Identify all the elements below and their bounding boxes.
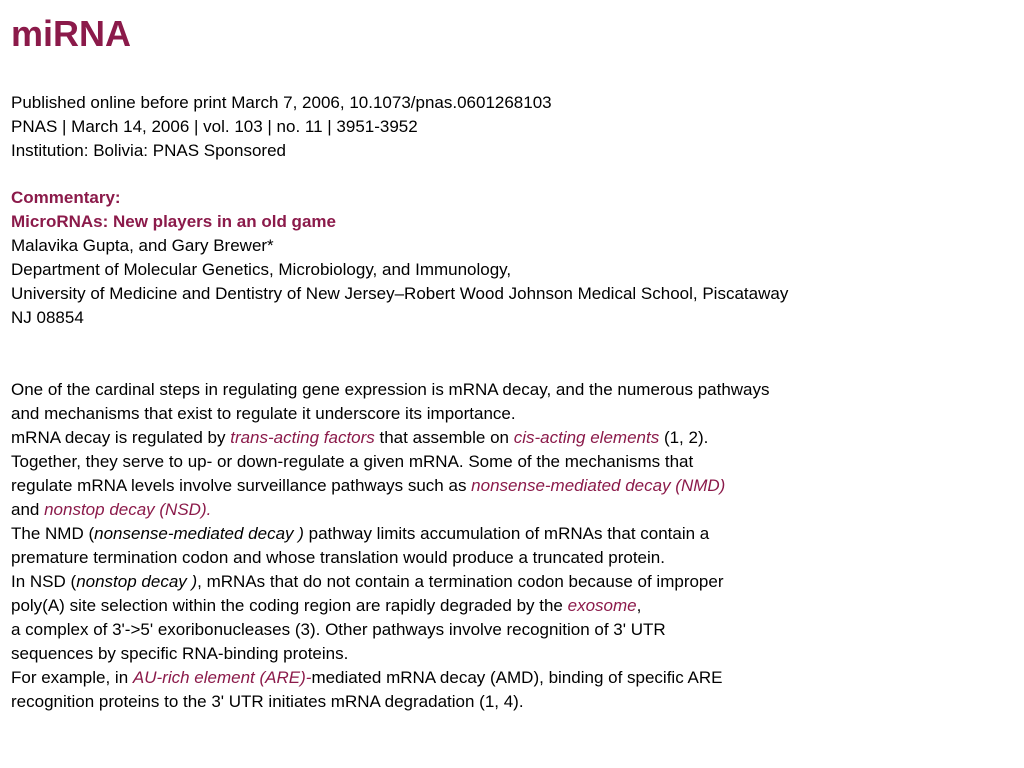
article-authors: Malavika Gupta, and Gary Brewer*	[11, 236, 274, 255]
body-line	[11, 522, 770, 546]
publication-info	[11, 91, 552, 163]
body-line	[11, 498, 770, 522]
nmd-expansion: nonsense-mediated decay )	[94, 524, 304, 543]
body-line: sequences by specific RNA-binding proteins.	[11, 644, 349, 663]
cis-acting-elements-term: cis-acting elements	[513, 428, 660, 447]
page-title: miRNA	[11, 13, 132, 54]
body-text-segment: that assemble on	[374, 428, 514, 447]
exosome-term: exosome	[567, 596, 637, 615]
article-info	[11, 186, 788, 330]
body-line	[11, 474, 770, 498]
body-text	[11, 378, 770, 714]
nsd-term: nonstop decay (NSD).	[44, 500, 212, 519]
article-department: Department of Molecular Genetics, Microbiology, and Immunology,	[11, 260, 512, 279]
body-line: premature termination codon and whose translation would produce a truncated protein.	[11, 548, 665, 567]
body-text-segment: regulate mRNA levels involve surveillance pathways such as	[11, 476, 472, 495]
body-line	[11, 570, 770, 594]
article-heading: MicroRNAs: New players in an old game	[11, 212, 336, 231]
article-address: NJ 08854	[11, 308, 84, 327]
body-text-segment: The NMD (	[11, 524, 95, 543]
nsd-expansion: nonstop decay )	[76, 572, 198, 591]
nmd-term: nonsense-mediated decay (NMD)	[471, 476, 726, 495]
body-line: a complex of 3'->5' exoribonucleases (3). Other pathways involve recognition of 3' UTR	[11, 620, 666, 639]
body-text-segment: pathway limits accumulation of mRNAs that contain a	[303, 524, 710, 543]
body-text-segment: In NSD (	[11, 572, 77, 591]
article-university: University of Medicine and Dentistry of New Jersey–Robert Wood Johnson Medical School, Piscataway	[11, 284, 789, 303]
body-text-segment: and	[11, 500, 45, 519]
body-line	[11, 594, 770, 618]
trans-acting-factors-term: trans-acting factors	[230, 428, 375, 447]
body-line: recognition proteins to the 3' UTR initiates mRNA degradation (1, 4).	[11, 692, 524, 711]
body-text-segment: mediated mRNA decay (AMD), binding of specific ARE	[311, 668, 723, 687]
article-label: Commentary:	[11, 188, 121, 207]
body-line	[11, 666, 770, 690]
body-text-segment: (1, 2).	[659, 428, 709, 447]
body-line	[11, 426, 770, 450]
publication-line: Institution: Bolivia: PNAS Sponsored	[11, 141, 286, 160]
body-text-segment: ,	[636, 596, 642, 615]
publication-line: Published online before print March 7, 2006, 10.1073/pnas.0601268103	[11, 93, 552, 112]
body-text-segment: , mRNAs that do not contain a termination codon because of improper	[197, 572, 724, 591]
publication-line: PNAS | March 14, 2006 | vol. 103 | no. 11 | 3951-3952	[11, 117, 418, 136]
body-text-segment: For example, in	[11, 668, 133, 687]
are-term: AU-rich element (ARE)-	[132, 668, 312, 687]
body-line: Together, they serve to up- or down-regulate a given mRNA. Some of the mechanisms that	[11, 452, 694, 471]
body-line: One of the cardinal steps in regulating gene expression is mRNA decay, and the numerous pathways	[11, 380, 770, 399]
body-text-segment: mRNA decay is regulated by	[11, 428, 231, 447]
body-text-segment: poly(A) site selection within the coding region are rapidly degraded by the	[11, 596, 568, 615]
body-line: and mechanisms that exist to regulate it underscore its importance.	[11, 404, 516, 423]
